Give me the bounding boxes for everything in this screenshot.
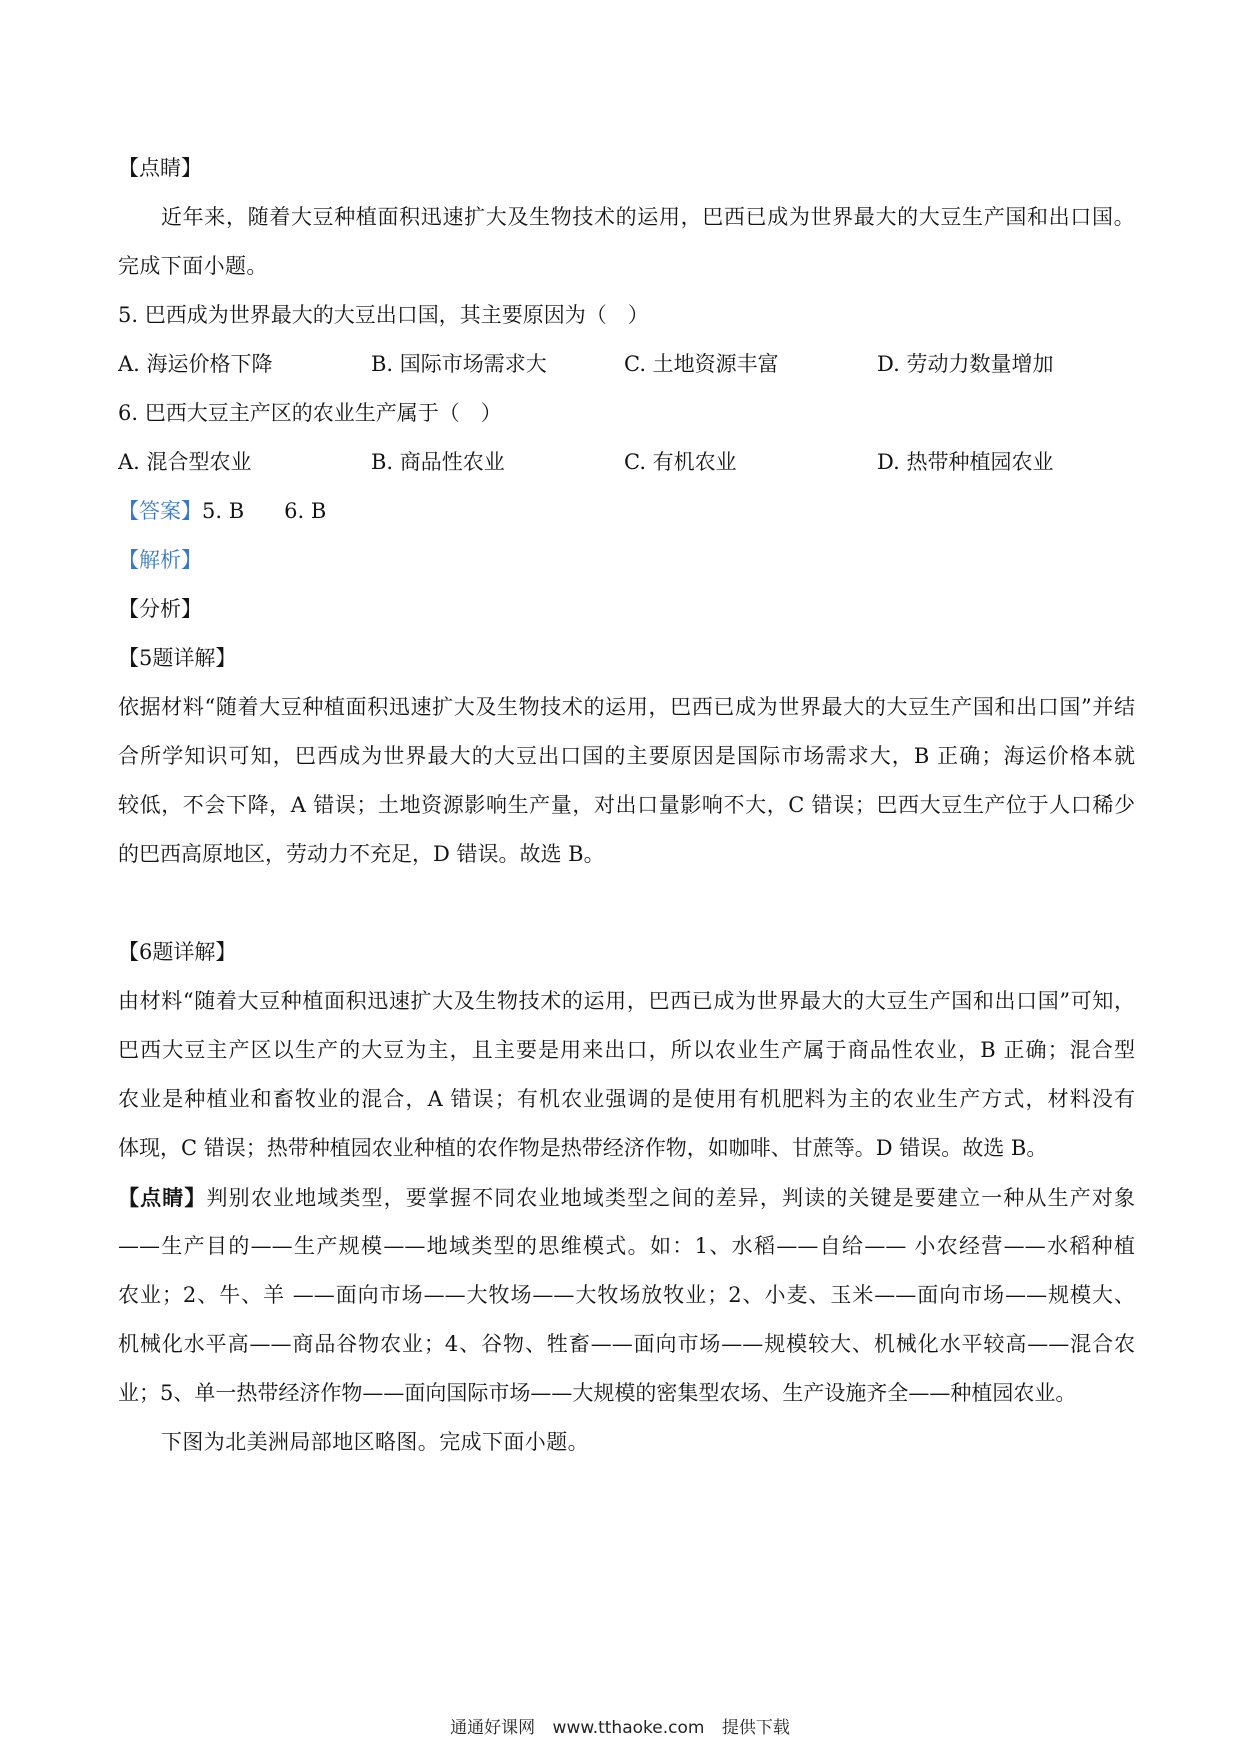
detail-6-title: 【6题详解】 [118, 940, 237, 964]
dianjing-line: 业；5、单一热带经济作物——面向国际市场——大规模的密集型农场、生产设施齐全——种植园农业。 [118, 1381, 1077, 1405]
dianjing-line: 农业；2、牛、羊 ——面向市场——大牧场——大牧场放牧业；2、小麦、玉米——面向市场——规模大、 [118, 1283, 1135, 1307]
next-section-intro: 下图为北美洲局部地区略图。完成下面小题。 [161, 1430, 589, 1454]
answer-6: 6. B [284, 499, 327, 523]
footer-url: www.tthaoke.com [552, 1718, 705, 1738]
detail-6-line: 由材料“随着大豆种植面积迅速扩大及生物技术的运用，巴西已成为世界最大的大豆生产国和出口国”可知， [118, 989, 1135, 1013]
question-6-option-b: B. 商品性农业 [371, 450, 505, 474]
detail-6-line: 农业是种植业和畜牧业的混合，A 错误；有机农业强调的是使用有机肥料为主的农业生产方式，材料没有 [118, 1087, 1135, 1111]
question-6-option-c: C. 有机农业 [624, 450, 737, 474]
question-5-option-d: D. 劳动力数量增加 [877, 352, 1054, 376]
dianjing-text: 判别农业地域类型，要掌握不同农业地域类型之间的差异，判读的关键是要建立一种从生产对象 [206, 1186, 1135, 1210]
question-5-options [118, 340, 1135, 389]
answer-label: 【答案】 [118, 499, 202, 523]
question-5-stem: 5. 巴西成为世界最大的大豆出口国，其主要原因为（ ） [118, 303, 649, 327]
document-page [118, 144, 1135, 1467]
detail-5-title: 【5题详解】 [118, 646, 237, 670]
blank-line [118, 879, 1135, 928]
page-footer [0, 1714, 1240, 1742]
dianjing-line: 机械化水平高——商品谷物农业；4、谷物、牲畜——面向市场——规模较大、机械化水平较高——混合农 [118, 1332, 1135, 1356]
dianjing-first-line [118, 1173, 1135, 1222]
question-6-options [118, 438, 1135, 487]
intro-material: 近年来，随着大豆种植面积迅速扩大及生物技术的运用，巴西已成为世界最大的大豆生产国和出口国。 [161, 205, 1135, 229]
footer-suffix: 提供下载 [721, 1718, 790, 1738]
question-6-option-d: D. 热带种植园农业 [877, 450, 1054, 474]
analysis-label: 【解析】 [118, 548, 202, 572]
answer-5: 5. B [202, 499, 245, 523]
question-5-option-c: C. 土地资源丰富 [624, 352, 779, 376]
fenxi-label: 【分析】 [118, 597, 202, 621]
detail-6-line: 巴西大豆主产区以生产的大豆为主，且主要是用来出口，所以农业生产属于商品性农业，B 正确；混合型 [118, 1038, 1135, 1062]
detail-5-line: 较低，不会下降，A 错误；土地资源影响生产量，对出口量影响不大，C 错误；巴西大豆生产位于人口稀少 [118, 793, 1135, 817]
question-6-option-a: A. 混合型农业 [118, 450, 252, 474]
section-label-dianjing: 【点睛】 [118, 156, 202, 180]
dianjing-label: 【点睛】 [118, 1185, 207, 1210]
answer-row [118, 487, 1135, 536]
intro-instruction: 完成下面小题。 [118, 254, 268, 278]
footer-site-name: 通通好课网 [450, 1718, 536, 1738]
detail-5-line: 依据材料“随着大豆种植面积迅速扩大及生物技术的运用，巴西已成为世界最大的大豆生产国和出口国”并结 [118, 695, 1135, 719]
question-6-stem: 6. 巴西大豆主产区的农业生产属于（ ） [118, 401, 502, 425]
dianjing-line: ——生产目的——生产规模——地域类型的思维模式。如：1、水稻——自给—— 小农经营——水稻种植 [118, 1234, 1135, 1258]
detail-5-line: 的巴西高原地区，劳动力不充足，D 错误。故选 B。 [118, 842, 605, 866]
detail-5-line: 合所学知识可知，巴西成为世界最大的大豆出口国的主要原因是国际市场需求大，B 正确；海运价格本就 [118, 744, 1135, 768]
question-5-option-a: A. 海运价格下降 [118, 352, 273, 376]
detail-6-line: 体现，C 错误；热带种植园农业种植的农作物是热带经济作物，如咖啡、甘蔗等。D 错误。故选 B。 [118, 1136, 1048, 1160]
question-5-option-b: B. 国际市场需求大 [371, 352, 547, 376]
